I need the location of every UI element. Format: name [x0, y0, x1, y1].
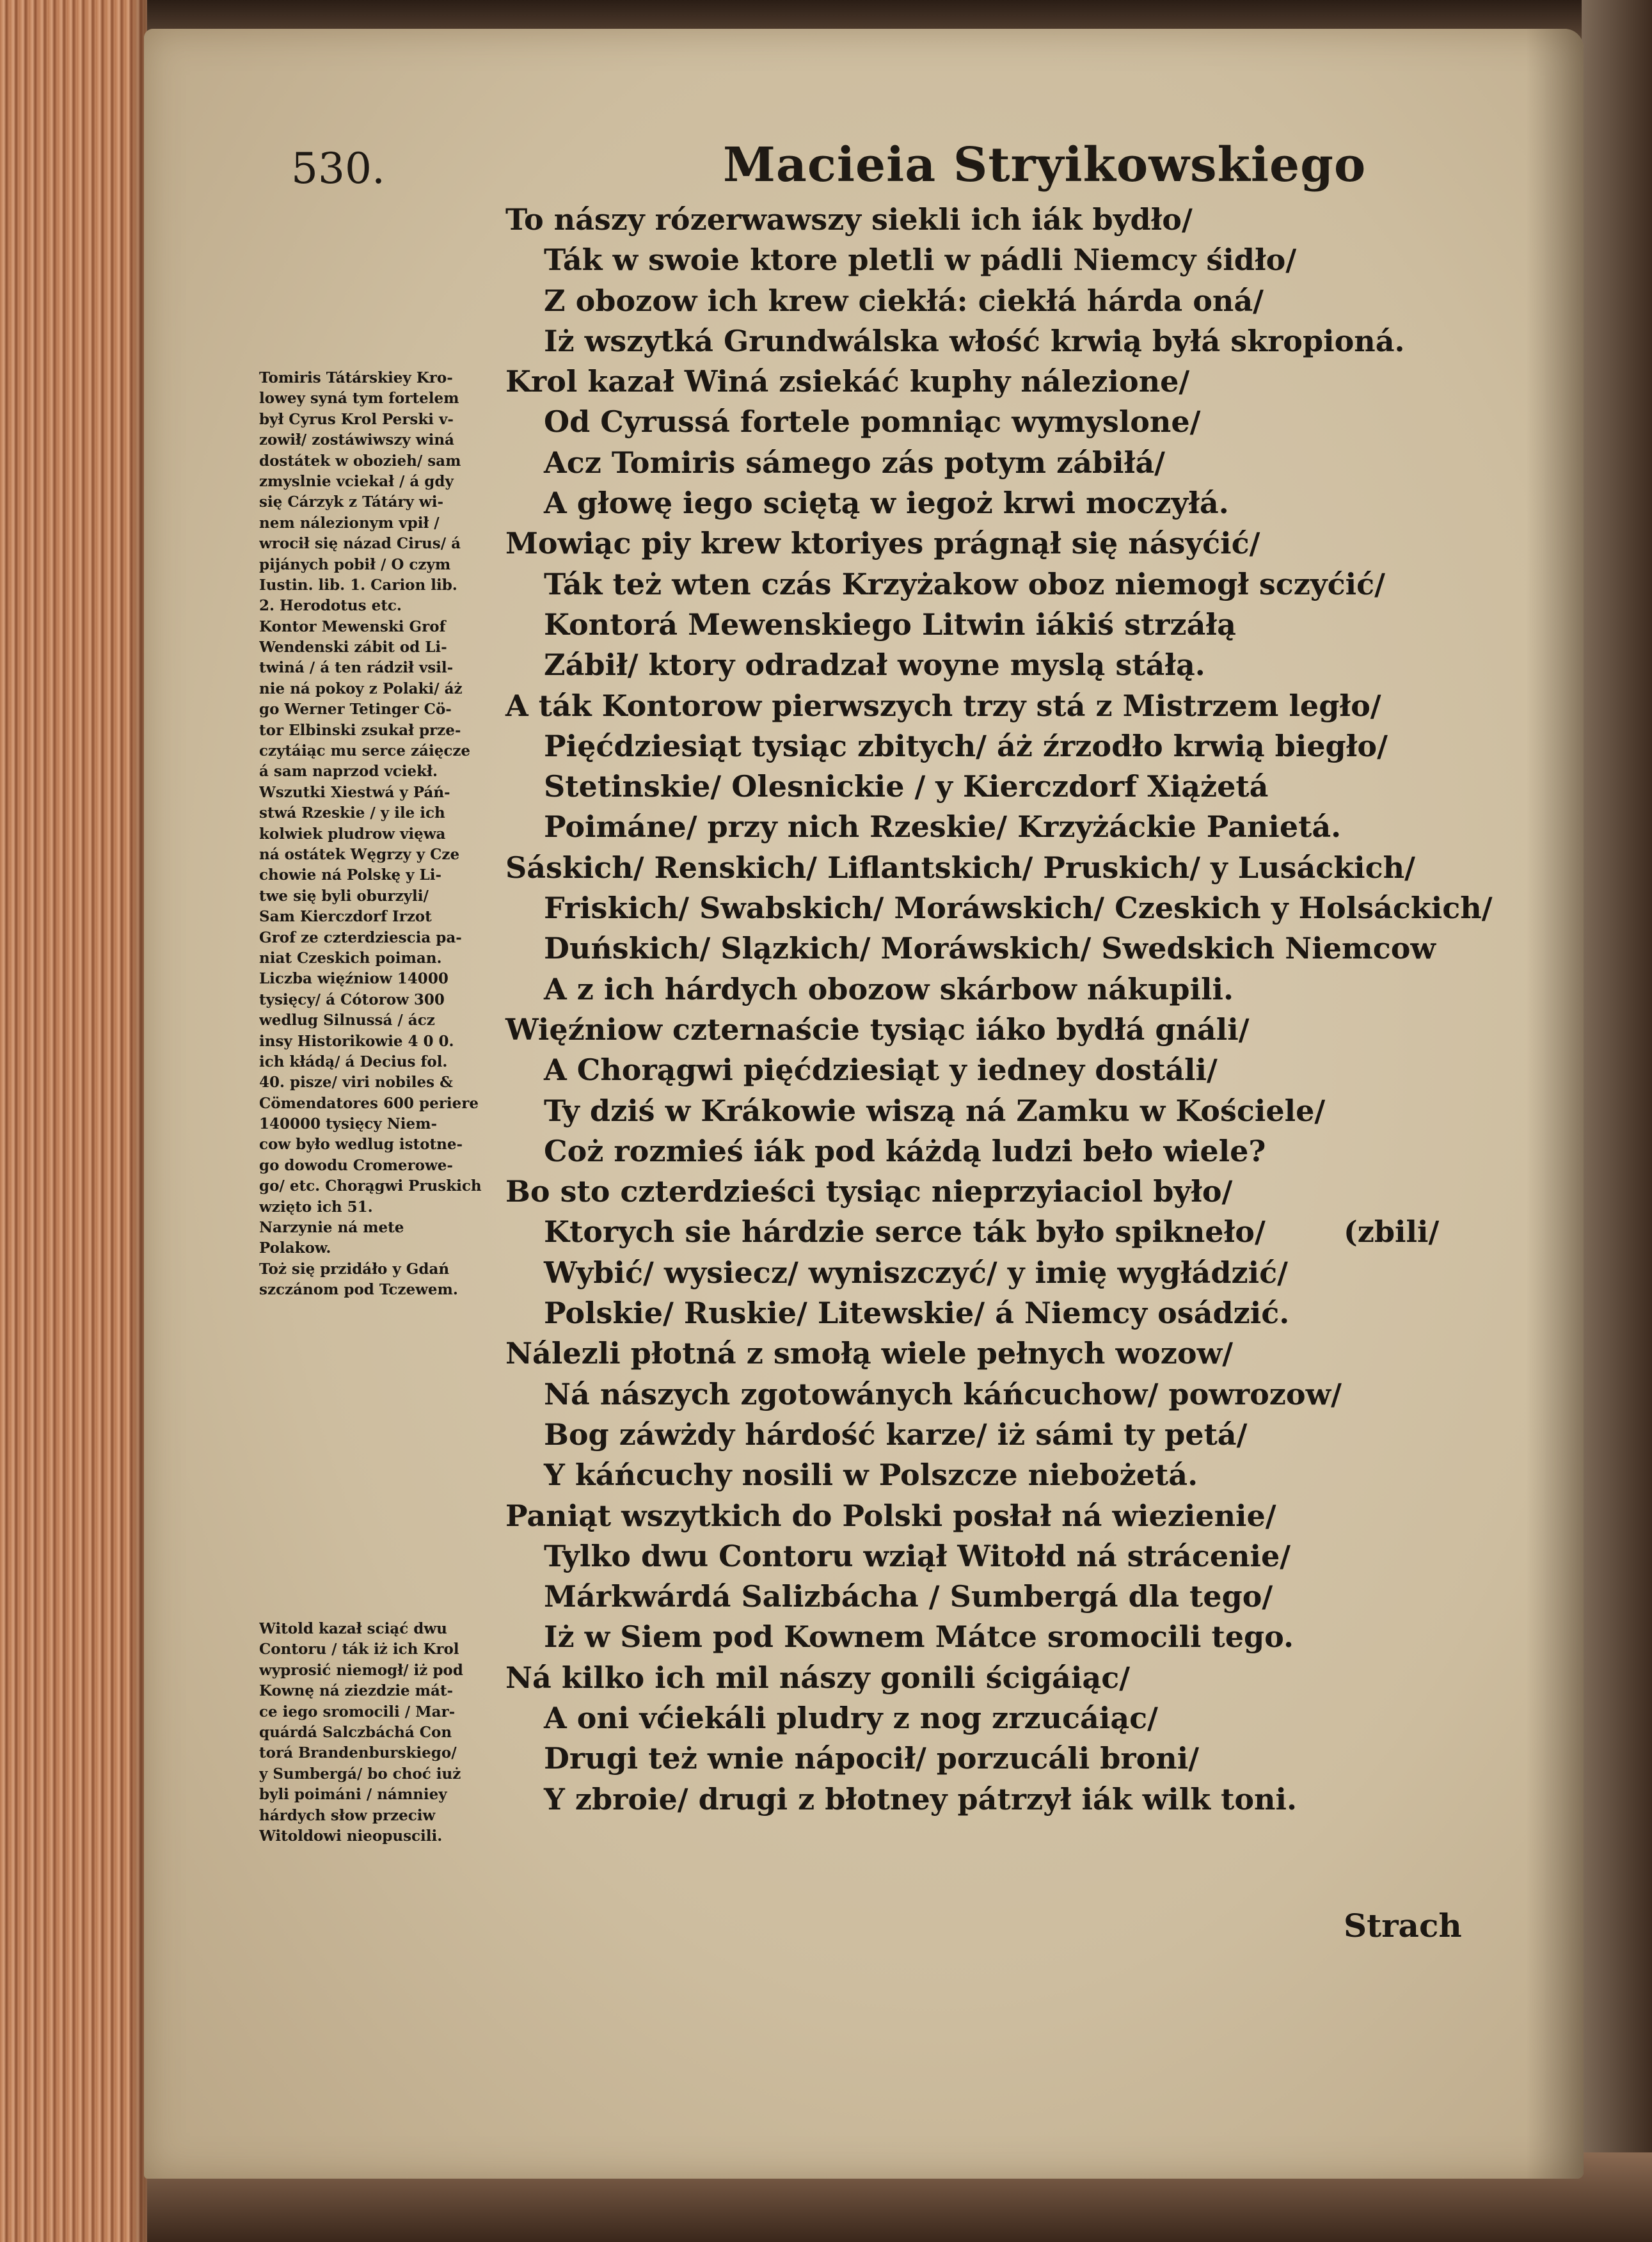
- side-note-line: byli poimáni / námniey: [259, 1786, 447, 1804]
- verse-line: Márkwárdá Salizbácha / Sumbergá dla tego/: [544, 1579, 1273, 1614]
- side-note-line: Cömendatores 600 periere: [259, 1094, 479, 1112]
- verse-line: Bo sto czterdzieści tysiąc nieprzyiaciol było/: [505, 1174, 1233, 1209]
- verse-line: Ná nászych zgotowánych káńcuchow/ powrozow/: [544, 1376, 1342, 1411]
- verse-line: Coż rozmieś iák pod káżdą ludzi beło wiele?: [544, 1133, 1266, 1168]
- verse-line: Y káńcuchy nosili w Polszcze niebożetá.: [544, 1458, 1198, 1493]
- verse-line: Tylko dwu Contoru wziął Witołd ná strácenie/: [544, 1538, 1291, 1573]
- side-note-line: 40. pisze/ viri nobiles &: [259, 1074, 453, 1092]
- side-note-line: się Cárzyk z Tátáry wi-: [259, 493, 444, 511]
- side-note-line: insy Historikowie 4 0 0.: [259, 1032, 454, 1050]
- side-note-line: tor Elbinski zsukał prze-: [259, 721, 461, 739]
- side-note-line: wrocił się názad Cirus/ á: [259, 535, 461, 553]
- verse-line: Friskich/ Swabskich/ Moráwskich/ Czeskich y Holsáckich/: [544, 891, 1493, 926]
- side-note-line: go dowodu Cromerowe-: [259, 1156, 453, 1174]
- side-note-line: Sam Kierczdorf Irzot: [259, 908, 432, 926]
- verse-continuation: (zbili/: [1344, 1214, 1440, 1249]
- verse-line: Kontorá Mewenskiego Litwin iákiś strzáłą: [544, 607, 1236, 642]
- verse-line: Acz Tomiris sámego zás potym zábiłá/: [544, 445, 1165, 480]
- side-note-line: dostátek w obozieh/ sam: [259, 452, 461, 470]
- side-note-line: Wendenski zábit od Li-: [259, 639, 447, 656]
- side-note-line: Wszutki Xiestwá y Páń-: [259, 783, 450, 801]
- verse-line: A głowę iego sciętą w iegoż krwi moczyłá.: [544, 486, 1229, 521]
- side-note-line: ich kłádą/ á Decius fol.: [259, 1053, 448, 1070]
- side-note-line: pijánych pobił / O czym: [259, 555, 451, 573]
- verse-line: Zábił/ ktory odradzał woyne myslą stáłą.: [544, 648, 1205, 683]
- verse-line: Y zbroie/ drugi z błotney pátrzył iák wilk toni.: [544, 1781, 1297, 1817]
- verse-line: Wybić/ wysiecz/ wyniszczyć/ y imię wygłádzić/: [544, 1255, 1288, 1290]
- verse-line: Pięćdziesiąt tysiąc zbitych/ áż źrzodło krwią biegło/: [544, 728, 1388, 763]
- verse-line: Duńskich/ Slązkich/ Moráwskich/ Swedskich Niemcow: [544, 931, 1436, 966]
- side-note-line: Witoldowi nieopuscili.: [259, 1827, 443, 1845]
- verse-line: Paniąt wszytkich do Polski posłał ná wiezienie/: [505, 1498, 1276, 1533]
- verse-line: Stetinskie/ Olesnickie / y Kierczdorf Xiążetá: [544, 769, 1269, 804]
- verse-line: Sáskich/ Renskich/ Liflantskich/ Pruskich/ y Lusáckich/: [505, 850, 1415, 885]
- book-page-edges: [0, 0, 147, 2242]
- verse-line: Z obozow ich krew ciekłá: ciekłá hárda oná/: [544, 283, 1264, 318]
- side-note-line: wyprosić niemogł/ iż pod: [259, 1661, 463, 1679]
- side-note-line: Toż się przidáło y Gdań: [259, 1260, 450, 1278]
- background-right: [1582, 0, 1652, 2242]
- side-note-line: tysięcy/ á Cótorow 300: [259, 990, 445, 1008]
- side-note-line: ná ostátek Węgrzy y Cze: [259, 845, 460, 863]
- side-note-line: Iustin. lib. 1. Carion lib.: [259, 576, 457, 594]
- side-note-line: niat Czeskich poiman.: [259, 949, 442, 967]
- verse-line: To nászy rózerwawszy siekli ich iák bydło/: [505, 202, 1193, 237]
- side-note-line: 2. Herodotus etc.: [259, 597, 402, 615]
- verse-line: A Chorągwi pięćdziesiąt y iedney dostáli/: [544, 1053, 1218, 1088]
- side-note-line: y Sumbergá/ bo choć iuż: [259, 1765, 461, 1783]
- verse-line: Poimáne/ przy nich Rzeskie/ Krzyżáckie Panietá.: [544, 809, 1342, 845]
- side-note-line: Narzynie ná mete: [259, 1219, 404, 1237]
- side-note-line: hárdych słow przeciw: [259, 1806, 436, 1824]
- side-note-line: cow było wedlug istotne-: [259, 1136, 463, 1154]
- verse-line: Iż wszytká Grundwálska włość krwią byłá skropioná.: [544, 323, 1405, 358]
- side-note-line: kolwiek pludrow vięwa: [259, 825, 446, 843]
- side-note-line: był Cyrus Krol Perski v-: [259, 410, 454, 428]
- side-note-line: go/ etc. Chorągwi Pruskich: [259, 1177, 482, 1195]
- side-note-line: chowie ná Polskę y Li-: [259, 866, 441, 884]
- side-note-line: torá Brandenburskiego/: [259, 1744, 457, 1762]
- side-note-line: zowił/ zostáwiwszy winá: [259, 431, 454, 449]
- side-note-line: ce iego sromocili / Mar-: [259, 1703, 456, 1721]
- verse-line: Bog záwżdy hárdość karze/ iż sámi ty petá/: [544, 1417, 1248, 1452]
- side-note-line: á sam naprzod vciekł.: [259, 763, 438, 781]
- side-note-line: wedlug Silnussá / ácz: [259, 1012, 435, 1030]
- side-note-line: Grof ze czterdziescia pa-: [259, 928, 462, 946]
- side-note-line: Polakow.: [259, 1239, 331, 1257]
- verse-line: Drugi też wnie nápocił/ porzucáli broni/: [544, 1741, 1199, 1776]
- side-note-line: szczánom pod Tczewem.: [259, 1281, 458, 1299]
- side-note-line: twiná / á ten rádził vsil-: [259, 659, 454, 677]
- side-note-line: Kownę ná ziezdzie mát-: [259, 1682, 454, 1700]
- verse-line: A oni vćiekáli pludry z nog zrzucáiąc/: [544, 1700, 1158, 1735]
- verse-line: Krol kazał Winá zsiekáć kuphy nálezione/: [505, 364, 1190, 399]
- side-note-line: nie ná pokoy z Polaki/ áż: [259, 680, 463, 697]
- verse-line: Ty dziś w Krákowie wiszą ná Zamku w Kościele/: [544, 1093, 1326, 1128]
- verse-line: Więźniow czternaście tysiąc iáko bydłá gnáli/: [505, 1012, 1250, 1047]
- side-note-line: czytáiąc mu serce záięcze: [259, 742, 471, 760]
- side-note-line: 140000 tysięcy Niem-: [259, 1115, 437, 1133]
- page-number: 530.: [291, 144, 385, 193]
- verse-line: A z ich hárdych obozow skárbow nákupili.: [544, 971, 1234, 1006]
- side-note-line: wzięto ich 51.: [259, 1198, 373, 1216]
- side-note-line: Contoru / ták iż ich Krol: [259, 1641, 459, 1658]
- side-note-line: Tomiris Tátárskiey Kro-: [259, 369, 453, 386]
- side-note-line: stwá Rzeskie / y ile ich: [259, 804, 445, 822]
- side-note-line: go Werner Tetinger Cö-: [259, 701, 452, 719]
- verse-line: A ták Kontorow pierwszych trzy stá z Mistrzem legło/: [505, 688, 1381, 723]
- verse-line: Ktorych sie hárdzie serce ták było spikneło/: [544, 1214, 1266, 1250]
- side-note-line: twe się byli oburzyli/: [259, 887, 429, 905]
- verse-line: Nálezli płotná z smołą wiele pełnych wozow/: [505, 1336, 1233, 1371]
- side-note-line: quárdá Salczbáchá Con: [259, 1723, 452, 1741]
- side-note-line: zmyslnie vciekał / á gdy: [259, 472, 454, 490]
- running-head: Macieia Stryikowskiego: [723, 138, 1367, 193]
- verse-text: [505, 200, 1493, 1820]
- side-notes-lower: [259, 1619, 505, 1847]
- side-notes-upper: [259, 368, 505, 1301]
- verse-line: Od Cyrussá fortele pomniąc wymyslone/: [544, 404, 1201, 440]
- verse-line: Ná kilko ich mil nászy gonili ścigáiąc/: [505, 1660, 1131, 1695]
- verse-line: Ták też wten czás Krzyżakow oboz niemogł sczyćić/: [544, 566, 1385, 601]
- verse-line: Ták w swoie ktore pletli w pádli Niemcy śidło/: [544, 242, 1297, 278]
- verse-line: Polskie/ Ruskie/ Litewskie/ á Niemcy osádzić.: [544, 1296, 1290, 1331]
- verse-line: Mowiąc piy krew ktoriyes prágnął się násyćić/: [505, 526, 1260, 561]
- side-note-line: Liczba więźniow 14000: [259, 970, 449, 988]
- side-note-line: Kontor Mewenski Grof: [259, 617, 446, 635]
- catchword: Strach: [1344, 1907, 1462, 1944]
- verse-line: Iż w Siem pod Kownem Mátce sromocili tego.: [544, 1619, 1294, 1655]
- side-note-line: Witold kazał sciąć dwu: [259, 1620, 447, 1637]
- side-note-line: nem nálezionym vpił /: [259, 514, 440, 532]
- side-note-line: lowey syná tym fortelem: [259, 390, 459, 408]
